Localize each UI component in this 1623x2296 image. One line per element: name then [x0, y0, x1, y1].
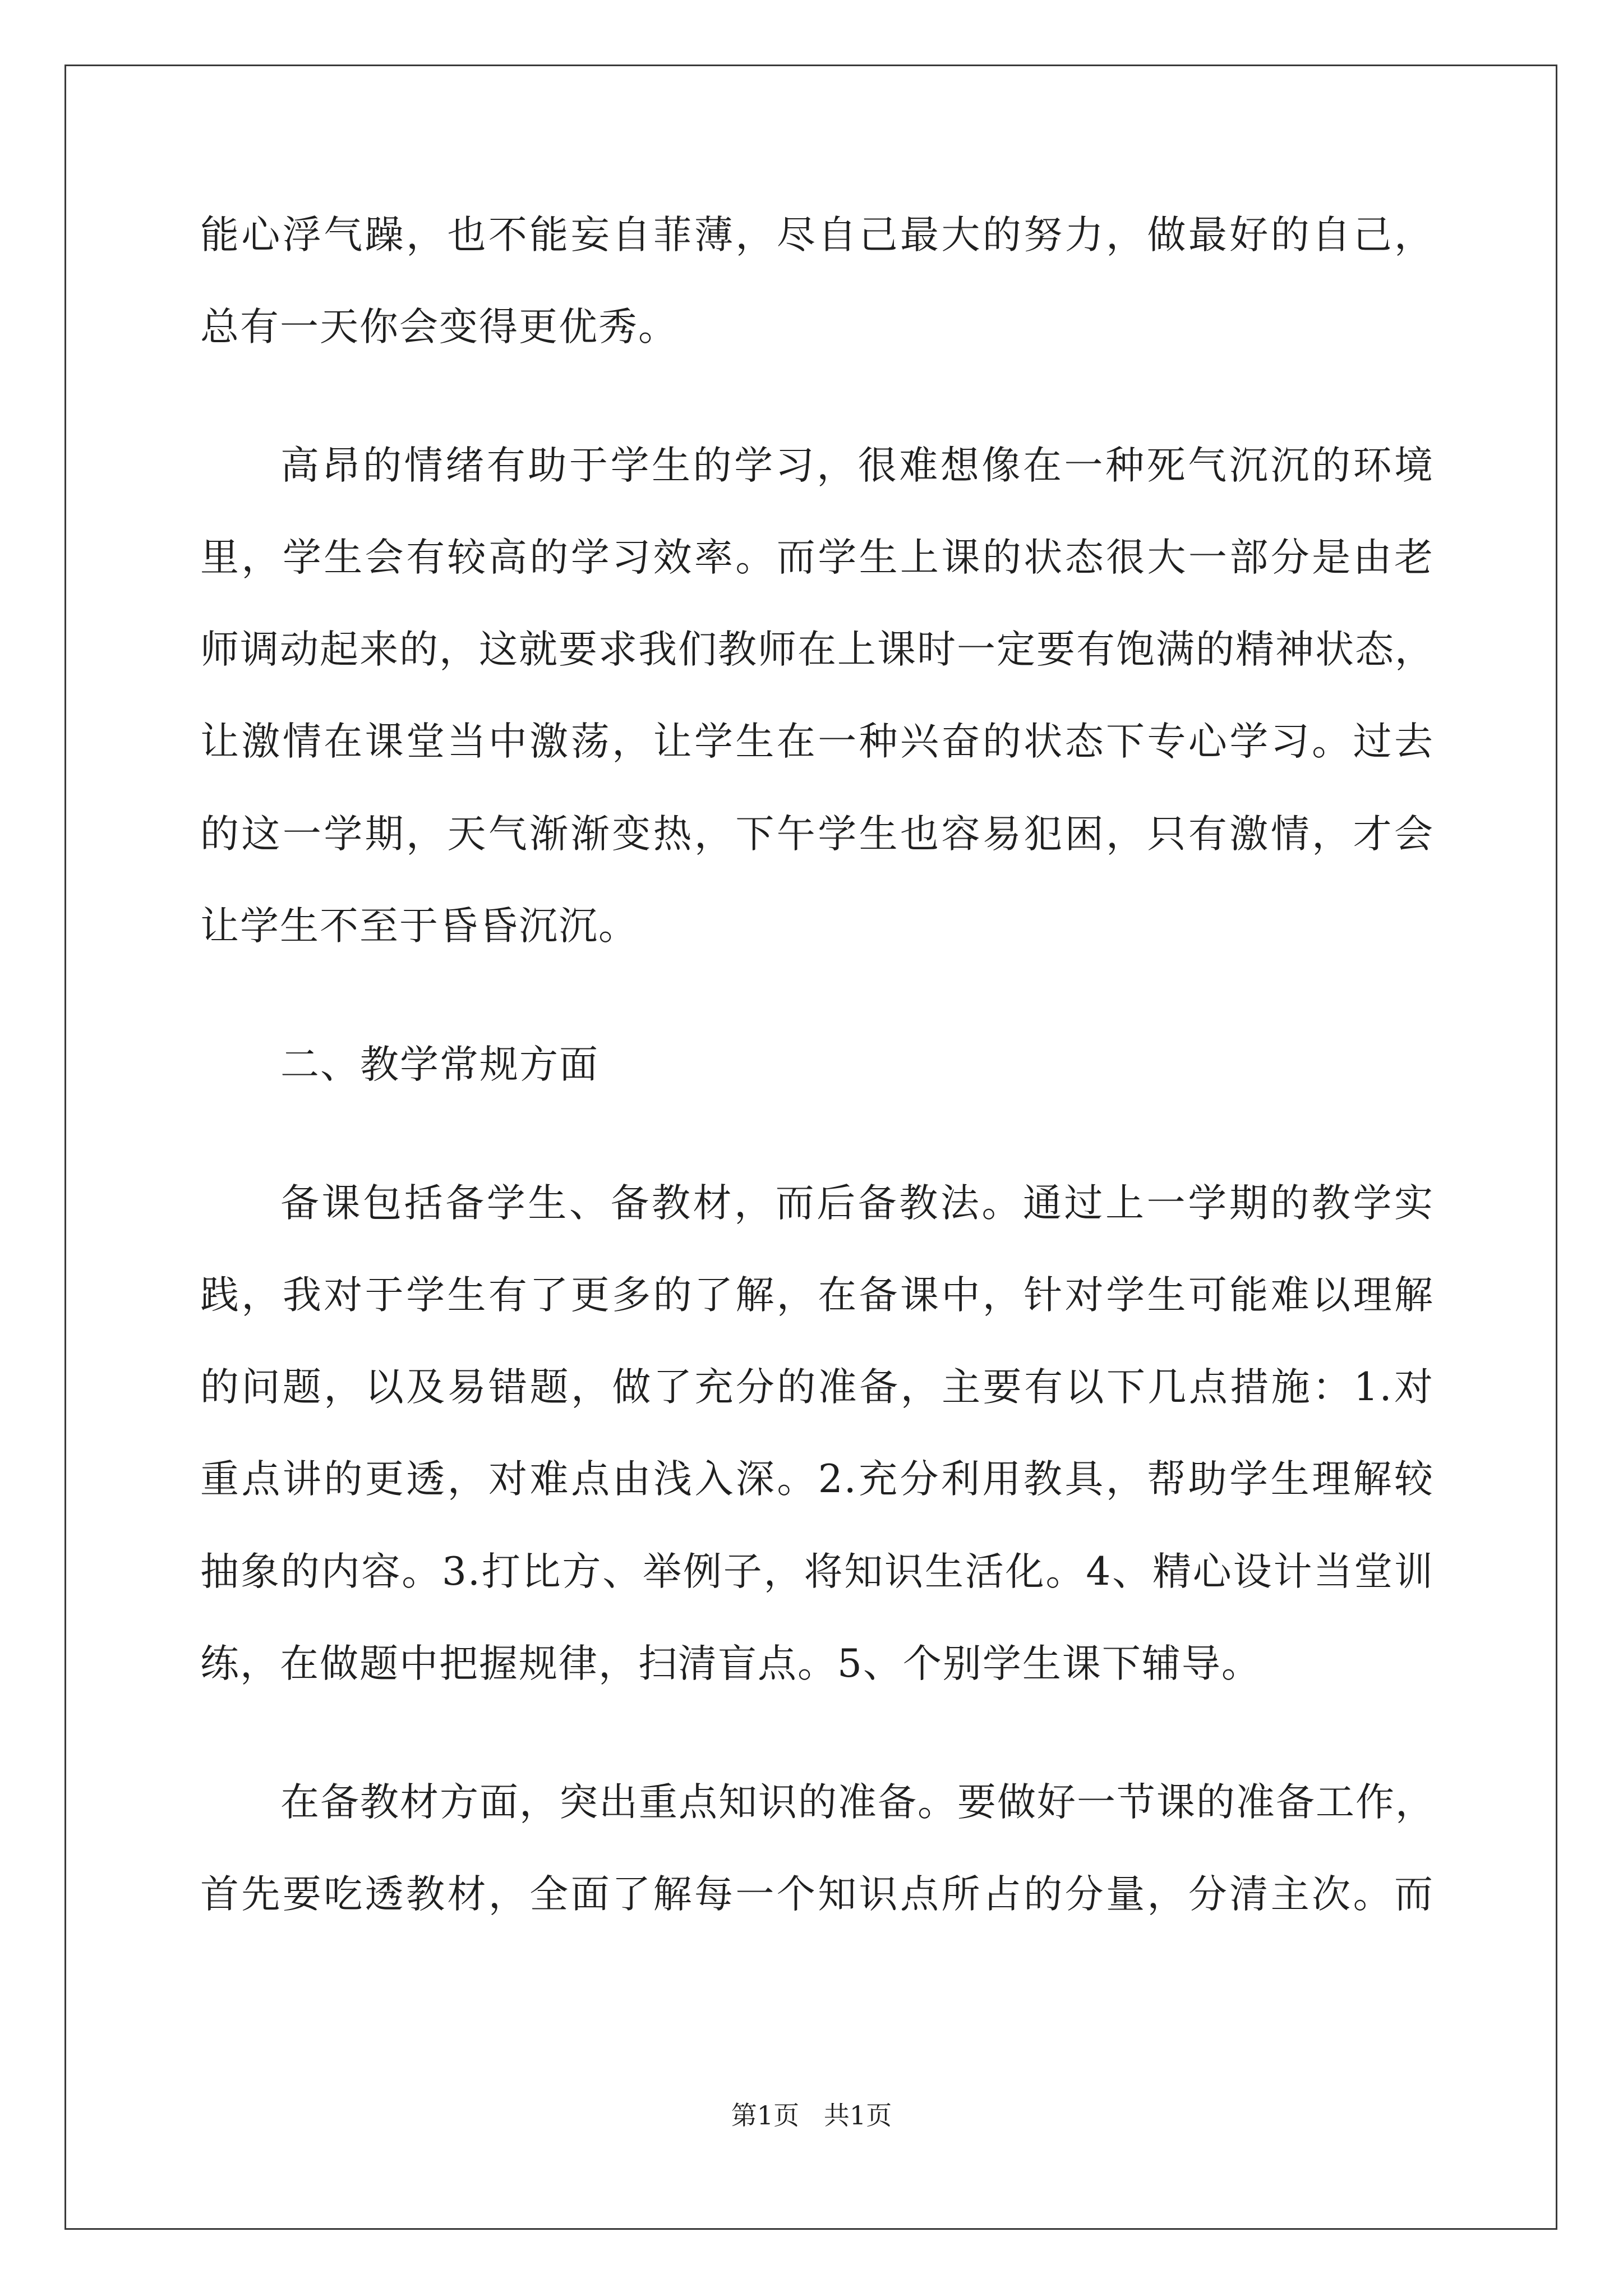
body-text-line: 总有一天你会变得更优秀。 — [200, 305, 678, 349]
body-text-line: 高昂的情绪有助于学生的学习，很难想像在一种死气沉沉的环境 — [280, 443, 1434, 488]
body-text-line: 备课包括备学生、备教材，而后备教法。通过上一学期的教学实 — [280, 1181, 1434, 1226]
body-text-line: 能心浮气躁，也不能妄自菲薄，尽自己最大的努力，做最好的自己， — [200, 213, 1434, 257]
section-heading: 二、教学常规方面 — [280, 1042, 599, 1087]
body-text-line: 在备教材方面，突出重点知识的准备。要做好一节课的准备工作， — [280, 1780, 1435, 1825]
body-text-line: 里，学生会有较高的学习效率。而学生上课的状态很大一部分是由老 — [200, 535, 1434, 580]
body-text-line: 践，我对于学生有了更多的了解，在备课中，针对学生可能难以理解 — [200, 1273, 1434, 1318]
body-text-line: 让激情在课堂当中激荡，让学生在一种兴奋的状态下专心学习。过去 — [200, 719, 1434, 764]
body-text-line: 师调动起来的，这就要求我们教师在上课时一定要有饱满的精神状态， — [200, 627, 1435, 672]
page-number-footer: 第1页 共1页 — [731, 2100, 892, 2131]
body-text-line: 首先要吃透教材，全面了解每一个知识点所占的分量，分清主次。而 — [200, 1872, 1434, 1917]
body-text-line: 让学生不至于昏昏沉沉。 — [200, 904, 638, 949]
body-text-line: 抽象的内容。3.打比方、举例子，将知识生活化。4、精心设计当堂训 — [200, 1549, 1434, 1594]
body-text-line: 的这一学期，天气渐渐变热，下午学生也容易犯困，只有激情，才会 — [200, 812, 1434, 857]
body-text-line: 的问题，以及易错题，做了充分的准备，主要有以下几点措施：1.对 — [200, 1365, 1434, 1410]
body-text-line: 重点讲的更透，对难点由浅入深。2.充分利用教具，帮助学生理解较 — [200, 1457, 1434, 1502]
body-text-line: 练，在做题中把握规律，扫清盲点。5、个别学生课下辅导。 — [200, 1641, 1261, 1686]
